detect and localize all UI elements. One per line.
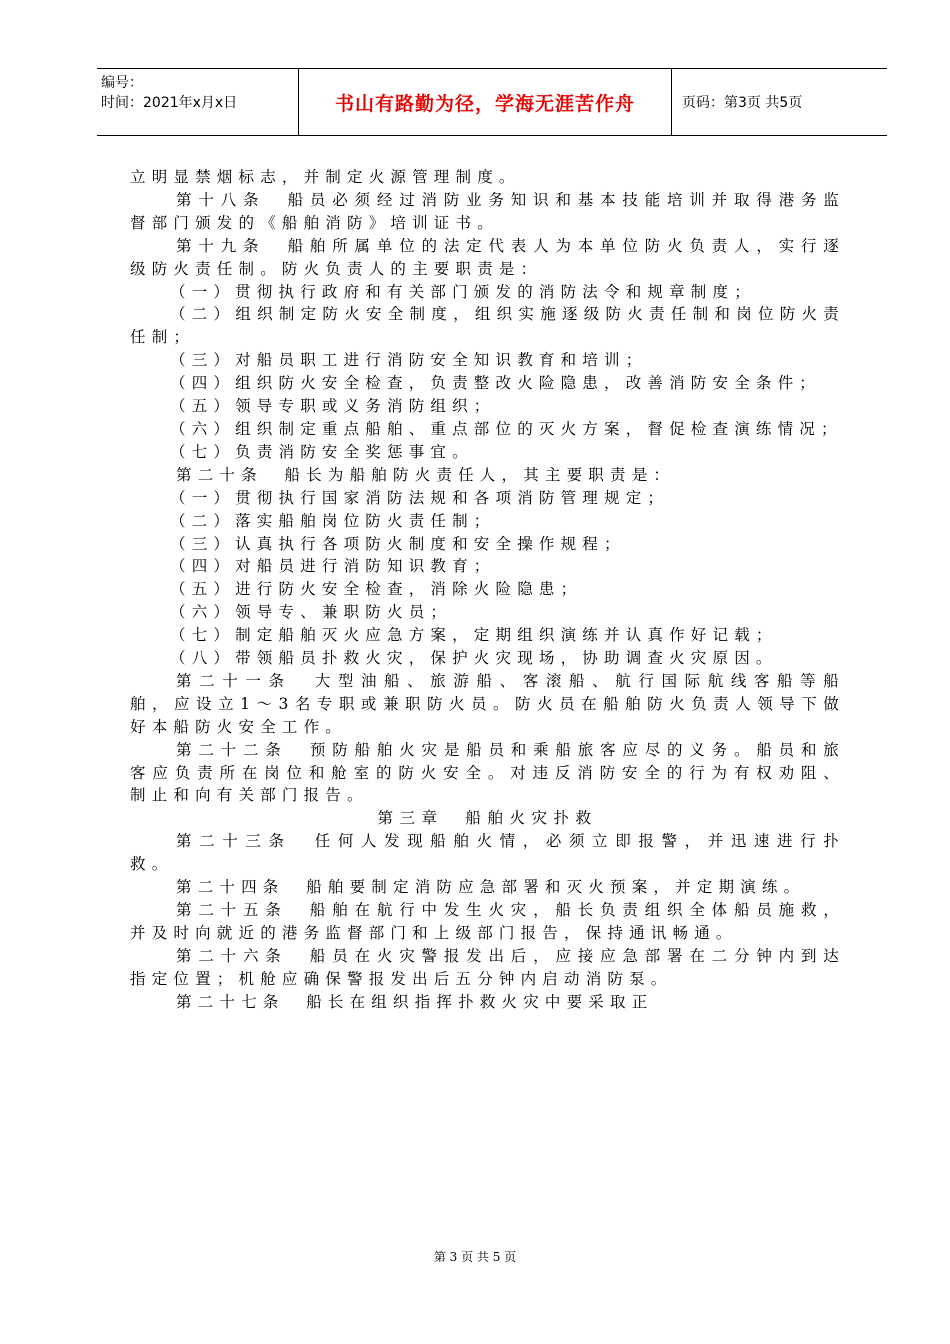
paragraph: （一）贯彻执行国家消防法规和各项消防管理规定；	[170, 488, 670, 507]
document-body	[130, 166, 845, 1014]
page-header	[97, 68, 887, 136]
paragraph: 第十九条 船舶所属单位的法定代表人为本单位防火负责人，实行逐级防火责任制。防火负责人的主要职责是：	[130, 236, 845, 278]
paragraph: （四）组织防火安全检查，负责整改火险隐患，改善消防安全条件；	[170, 374, 822, 393]
paragraph: （二）组织制定防火安全制度，组织实施逐级防火责任制和岗位防火责任制；	[130, 305, 845, 347]
time-label: 时间：2021年x月x日	[101, 95, 238, 111]
paragraph: 立明显禁烟标志，并制定火源管理制度。	[130, 168, 521, 186]
paragraph: （三）认真执行各项防火制度和安全操作规程；	[170, 534, 626, 553]
page-footer: 第 3 页 共 5 页	[433, 1250, 517, 1264]
paragraph: 第二十六条 船员在火灾警报发出后，应接应急部署在二分钟内到达指定位置；机舱应确保警报发出后五分钟内启动消防泵。	[130, 946, 845, 988]
paragraph: 第二十二条 预防船舶火灾是船员和乘船旅客应尽的义务。船员和旅客应负责所在岗位和舱室的防火安全。对违反消防安全的行为有权劝阻、制止和向有关部门报告。	[130, 740, 845, 805]
chapter-heading: 第三章 船舶火灾扑救	[377, 809, 598, 828]
paragraph: 第二十五条 船舶在航行中发生火灾，船长负责组织全体船员施救，并及时向就近的港务监督部门和上级部门报告，保持通讯畅通。	[130, 901, 845, 942]
paragraph: （八）带领船员扑救火灾，保护火灾现场，协助调查火灾原因。	[170, 649, 778, 668]
paragraph: 第二十三条 任何人发现船舶火情，必须立即报警，并迅速进行扑救。	[130, 832, 845, 874]
paragraph: （六）领导专、兼职防火员；	[170, 603, 453, 622]
paragraph: （七）负责消防安全奖惩事宜。	[170, 442, 474, 461]
paragraph: 第二十条 船长为船舶防火责任人，其主要职责是：	[176, 465, 676, 484]
paragraph: 第二十七条 船长在组织指挥扑救火灾中要采取正	[176, 992, 654, 1011]
paragraph: 第二十一条 大型油船、旅游船、客滚船、航行国际航线客船等船舶，应设立1～3名专职或兼职防火员。防火员在船舶防火负责人领导下做好本船防火安全工作。	[130, 671, 845, 736]
paragraph: （五）领导专职或义务消防组织；	[170, 397, 496, 416]
paragraph: 第十八条 船员必须经过消防业务知识和基本技能培训并取得港务监督部门颁发的《船舶消防》培训证书。	[130, 190, 845, 232]
paragraph: （三）对船员职工进行消防安全知识教育和培训；	[170, 351, 648, 370]
header-page-label: 页码：第3页 共5页	[682, 95, 803, 111]
paragraph: 第二十四条 船舶要制定消防应急部署和灭火预案，并定期演练。	[176, 878, 806, 897]
paragraph: （二）落实船舶岗位防火责任制；	[170, 511, 496, 530]
number-label: 编号：	[101, 75, 143, 91]
paragraph: （五）进行防火安全检查，消除火险隐患；	[170, 580, 583, 599]
paragraph: （四）对船员进行消防知识教育；	[170, 557, 496, 576]
paragraph: （七）制定船舶灭火应急方案，定期组织演练并认真作好记载；	[170, 626, 778, 645]
header-motto: 书山有路勤为径，学海无涯苦作舟	[299, 69, 672, 135]
paragraph: （六）组织制定重点船舶、重点部位的灭火方案，督促检查演练情况；	[170, 419, 843, 438]
paragraph: （一）贯彻执行政府和有关部门颁发的消防法令和规章制度；	[170, 282, 756, 301]
header-meta	[97, 69, 299, 135]
